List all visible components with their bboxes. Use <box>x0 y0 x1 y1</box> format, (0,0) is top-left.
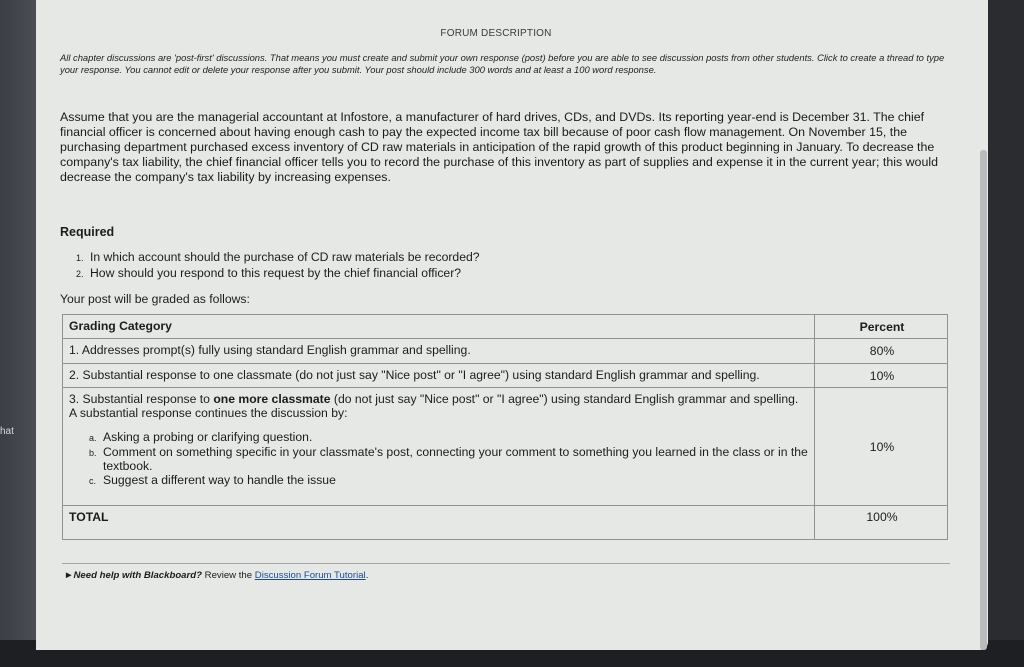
list-item: c. Suggest a different way to handle the issue <box>89 473 336 487</box>
required-list <box>76 250 480 282</box>
percent-cell: 10% <box>869 368 895 383</box>
forum-description-panel <box>36 0 988 650</box>
percent-cell: 80% <box>869 344 895 358</box>
table-total-row <box>63 506 947 539</box>
table-header-row <box>63 315 947 339</box>
triangle-right-icon: ► <box>64 570 74 581</box>
category-cell: 1. Addresses prompt(s) fully using standard English grammar and spelling. <box>63 339 815 363</box>
table-row <box>63 364 947 388</box>
list-item: a. Asking a probing or clarifying question. <box>89 430 313 444</box>
header-category: Grading Category <box>63 315 815 338</box>
divider <box>62 563 950 564</box>
vertical-scrollbar[interactable] <box>980 150 987 650</box>
grading-table <box>62 314 948 540</box>
table-row <box>63 388 947 506</box>
help-line: ►Need help with Blackboard? Review the Discussion Forum Tutorial. <box>64 570 369 581</box>
page-title: FORUM DESCRIPTION <box>440 28 552 39</box>
left-window-edge <box>0 0 36 667</box>
cutoff-label: hat <box>0 426 14 437</box>
category-cell: 3. Substantial response to one more classmate (do not just say "Nice post" or "I agree") using standard English grammar and spelling. A substantial response continues the discussion by: a. Asking a probing or clarifying question. b. Comment on something specific in your classmate's post, connecting your comment to something you learned in the class or in the textbook. c. Suggest a different way to handle the issue <box>63 388 815 505</box>
total-percent: 100% <box>866 510 898 524</box>
table-row <box>63 339 947 364</box>
list-item: b. Comment on something specific in your classmate's post, connecting your comment to something you learned in the class or in the textbook. <box>89 445 808 473</box>
discussion-forum-tutorial-link[interactable]: Discussion Forum Tutorial <box>254 570 366 581</box>
grading-intro: Your post will be graded as follows: <box>60 292 250 306</box>
list-item: 2. How should you respond to this request by the chief financial officer? <box>76 266 462 280</box>
required-heading: Required <box>60 225 115 239</box>
intro-instructions: All chapter discussions are 'post-first' discussions. That means you must create and submit your own response (post) before you are able to see discussion posts from other students. Click to create a thread to type your response. You cannot edit or delete your response after you submit. Your post should include 300 words and at least a 100 word response. <box>60 52 945 75</box>
list-item: 1. In which account should the purchase of CD raw materials be recorded? <box>76 250 480 264</box>
header-percent: Percent <box>859 319 905 334</box>
total-label: TOTAL <box>63 506 815 539</box>
scenario-text: Assume that you are the managerial accountant at Infostore, a manufacturer of hard drives, CDs, and DVDs. Its reporting year-end is December 31. The chief financial officer is concerned about having enough cash to pay the expected income tax bill because of poor cash flow management. On November 15, the purchasing department purchased excess inventory of CD raw materials in anticipation of the rapid growth of this product beginning in January. To decrease the company's tax liability, the chief financial officer tells you to record the purchase of this inventory as part of supplies and expense it in the current year; this would decrease the company's tax liability by increasing expenses. <box>60 110 938 184</box>
criteria-list <box>69 430 808 488</box>
category-cell: 2. Substantial response to one classmate (do not just say "Nice post" or "I agree") using standard English grammar and spelling. <box>63 364 815 387</box>
percent-cell: 10% <box>869 439 895 454</box>
